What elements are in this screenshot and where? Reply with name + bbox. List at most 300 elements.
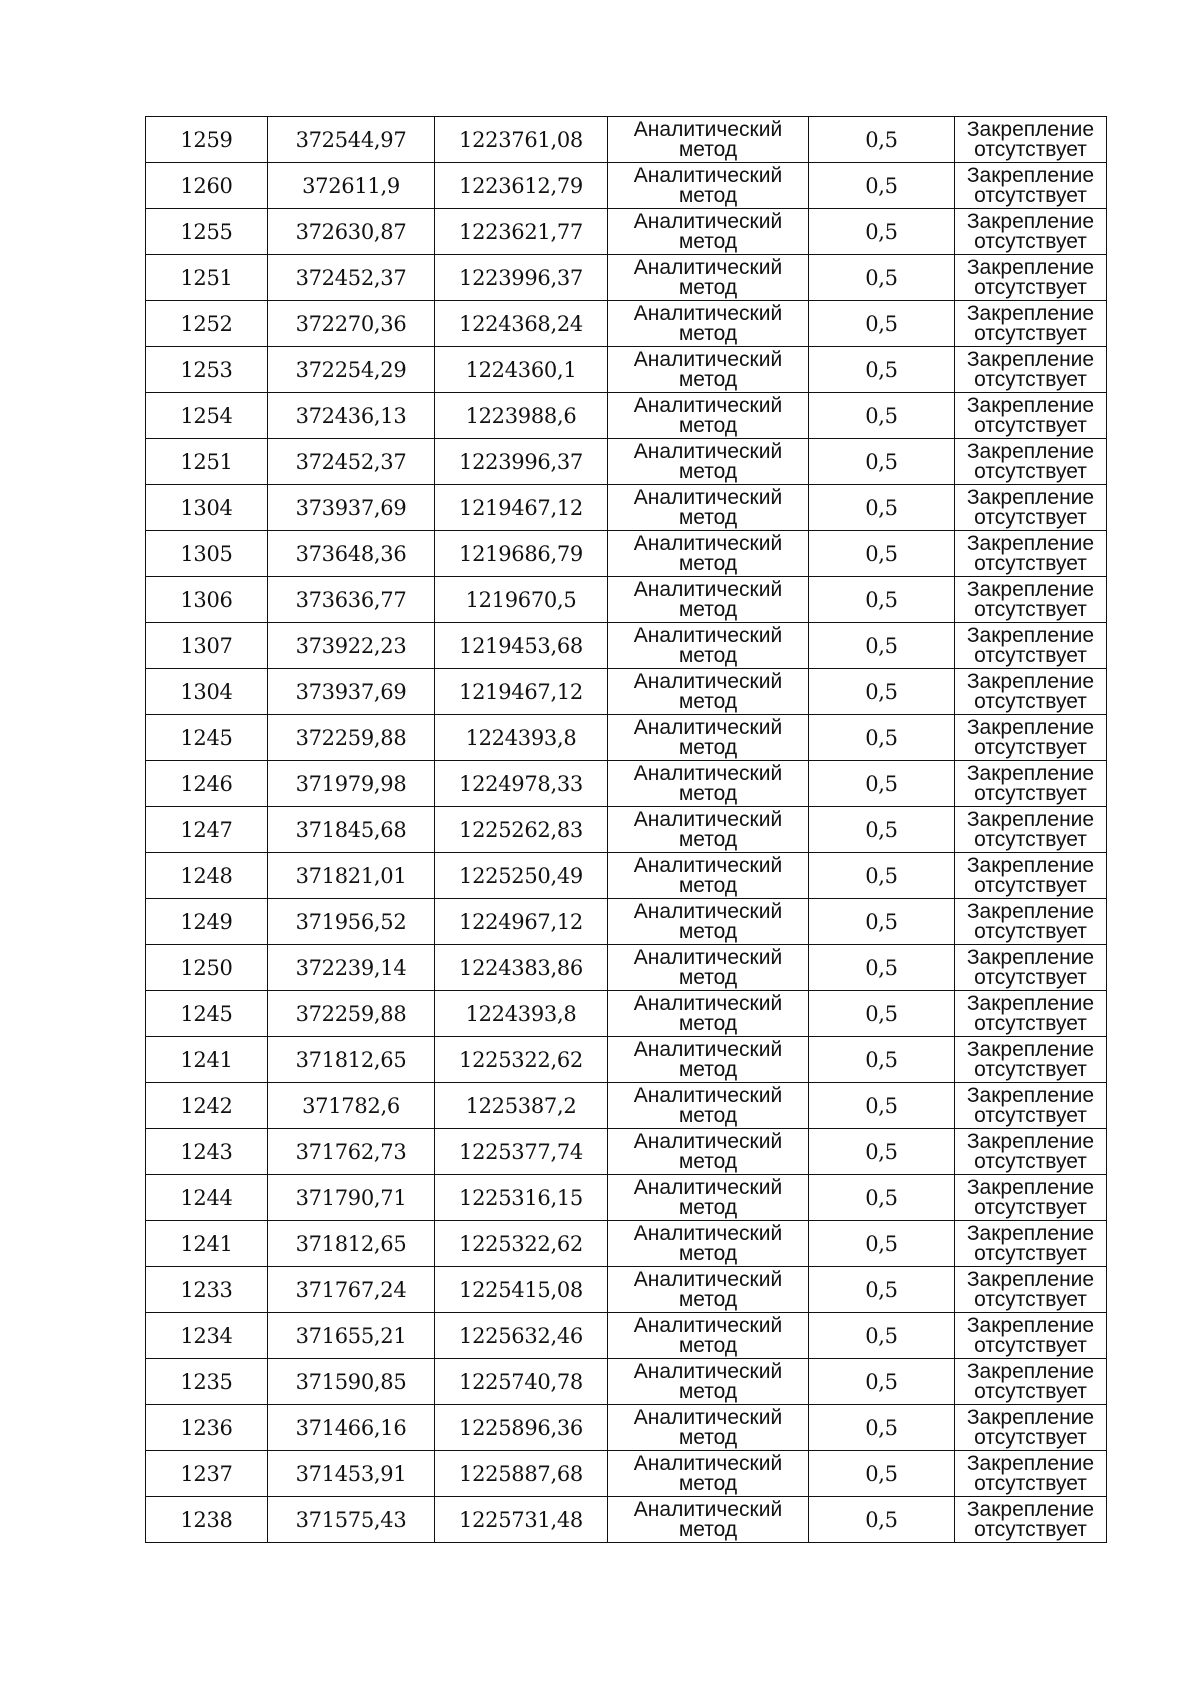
fixing-text-line-2: отсутствует (974, 920, 1087, 943)
point-number-cell: 1253 (146, 347, 268, 393)
fixing-text-line-2: отсутствует (974, 1380, 1087, 1403)
y-coordinate-cell: 1225731,48 (435, 1497, 608, 1543)
fixing-text-line-1: Закрепление (966, 1222, 1095, 1245)
fixing-text-line-2: отсутствует (974, 736, 1087, 759)
fixing-cell (955, 439, 1107, 485)
point-number-cell: 1259 (146, 117, 268, 163)
table-row (146, 807, 1107, 853)
method-text-line-2: метод (678, 1104, 738, 1127)
method-text-line-2: метод (678, 598, 738, 621)
accuracy-cell: 0,5 (809, 1497, 955, 1543)
point-number-cell: 1233 (146, 1267, 268, 1313)
fixing-cell (955, 531, 1107, 577)
method-text-line-1: Аналитический (633, 164, 783, 187)
method-text-line-2: метод (678, 920, 738, 943)
table-row (146, 439, 1107, 485)
x-coordinate-cell: 372259,88 (268, 991, 435, 1037)
x-coordinate-cell: 372239,14 (268, 945, 435, 991)
method-text-line-2: метод (678, 1058, 738, 1081)
table-row (146, 945, 1107, 991)
point-number-cell: 1244 (146, 1175, 268, 1221)
fixing-text-line-1: Закрепление (966, 578, 1095, 601)
x-coordinate-cell: 372254,29 (268, 347, 435, 393)
fixing-text-line-2: отсутствует (974, 414, 1087, 437)
fixing-text-line-2: отсутствует (974, 506, 1087, 529)
accuracy-cell: 0,5 (809, 577, 955, 623)
method-text-line-2: метод (678, 1150, 738, 1173)
method-text-line-2: метод (678, 1012, 738, 1035)
method-text-line-1: Аналитический (633, 1176, 783, 1199)
fixing-cell (955, 1267, 1107, 1313)
method-text-line-2: метод (678, 276, 738, 299)
fixing-text-line-2: отсутствует (974, 1288, 1087, 1311)
method-text-line-2: метод (678, 368, 738, 391)
fixing-text-line-2: отсутствует (974, 828, 1087, 851)
method-cell (608, 1451, 809, 1497)
fixing-cell (955, 1129, 1107, 1175)
accuracy-cell: 0,5 (809, 669, 955, 715)
table-row (146, 669, 1107, 715)
method-cell (608, 117, 809, 163)
accuracy-cell: 0,5 (809, 1129, 955, 1175)
point-number-cell: 1237 (146, 1451, 268, 1497)
accuracy-cell: 0,5 (809, 439, 955, 485)
x-coordinate-cell: 371845,68 (268, 807, 435, 853)
fixing-cell (955, 807, 1107, 853)
accuracy-cell: 0,5 (809, 1313, 955, 1359)
fixing-text-line-2: отсутствует (974, 368, 1087, 391)
fixing-text-line-1: Закрепление (966, 624, 1095, 647)
accuracy-cell: 0,5 (809, 899, 955, 945)
x-coordinate-cell: 372452,37 (268, 439, 435, 485)
table-row (146, 623, 1107, 669)
method-text-line-2: метод (678, 1472, 738, 1495)
method-text-line-1: Аналитический (633, 1406, 783, 1429)
fixing-cell (955, 1405, 1107, 1451)
fixing-text-line-2: отсутствует (974, 1150, 1087, 1173)
point-number-cell: 1250 (146, 945, 268, 991)
point-number-cell: 1245 (146, 991, 268, 1037)
method-cell (608, 1497, 809, 1543)
fixing-cell (955, 393, 1107, 439)
y-coordinate-cell: 1224368,24 (435, 301, 608, 347)
table-row (146, 347, 1107, 393)
point-number-cell: 1260 (146, 163, 268, 209)
table-row (146, 117, 1107, 163)
y-coordinate-cell: 1225887,68 (435, 1451, 608, 1497)
fixing-text-line-1: Закрепление (966, 1406, 1095, 1429)
fixing-cell (955, 163, 1107, 209)
point-number-cell: 1238 (146, 1497, 268, 1543)
y-coordinate-cell: 1224978,33 (435, 761, 608, 807)
method-text-line-1: Аналитический (633, 624, 783, 647)
fixing-cell (955, 991, 1107, 1037)
method-cell (608, 347, 809, 393)
fixing-text-line-1: Закрепление (966, 348, 1095, 371)
fixing-text-line-1: Закрепление (966, 1038, 1095, 1061)
accuracy-cell: 0,5 (809, 209, 955, 255)
table-row (146, 1129, 1107, 1175)
point-number-cell: 1254 (146, 393, 268, 439)
fixing-cell (955, 301, 1107, 347)
fixing-text-line-2: отсутствует (974, 966, 1087, 989)
point-number-cell: 1241 (146, 1221, 268, 1267)
method-text-line-1: Аналитический (633, 440, 783, 463)
method-cell (608, 439, 809, 485)
coordinates-table (145, 116, 1107, 1543)
fixing-text-line-1: Закрепление (966, 118, 1095, 141)
accuracy-cell: 0,5 (809, 117, 955, 163)
x-coordinate-cell: 372270,36 (268, 301, 435, 347)
x-coordinate-cell: 371821,01 (268, 853, 435, 899)
fixing-text-line-2: отсутствует (974, 1334, 1087, 1357)
method-cell (608, 1313, 809, 1359)
fixing-text-line-2: отсутствует (974, 138, 1087, 161)
y-coordinate-cell: 1225322,62 (435, 1221, 608, 1267)
fixing-text-line-1: Закрепление (966, 716, 1095, 739)
fixing-text-line-1: Закрепление (966, 394, 1095, 417)
method-text-line-1: Аналитический (633, 1268, 783, 1291)
method-text-line-1: Аналитический (633, 1360, 783, 1383)
table-row (146, 255, 1107, 301)
fixing-text-line-2: отсутствует (974, 230, 1087, 253)
accuracy-cell: 0,5 (809, 163, 955, 209)
table-row (146, 577, 1107, 623)
method-text-line-2: метод (678, 736, 738, 759)
method-text-line-1: Аналитический (633, 716, 783, 739)
accuracy-cell: 0,5 (809, 1267, 955, 1313)
method-text-line-2: метод (678, 1380, 738, 1403)
fixing-cell (955, 1175, 1107, 1221)
method-cell (608, 1267, 809, 1313)
method-text-line-1: Аналитический (633, 1130, 783, 1153)
fixing-text-line-1: Закрепление (966, 1452, 1095, 1475)
fixing-text-line-1: Закрепление (966, 440, 1095, 463)
x-coordinate-cell: 371767,24 (268, 1267, 435, 1313)
point-number-cell: 1236 (146, 1405, 268, 1451)
fixing-cell (955, 1221, 1107, 1267)
fixing-text-line-1: Закрепление (966, 900, 1095, 923)
method-cell (608, 1037, 809, 1083)
x-coordinate-cell: 371466,16 (268, 1405, 435, 1451)
method-text-line-2: метод (678, 690, 738, 713)
point-number-cell: 1255 (146, 209, 268, 255)
point-number-cell: 1307 (146, 623, 268, 669)
table-row (146, 1221, 1107, 1267)
y-coordinate-cell: 1223761,08 (435, 117, 608, 163)
accuracy-cell: 0,5 (809, 347, 955, 393)
y-coordinate-cell: 1219467,12 (435, 669, 608, 715)
table-row (146, 991, 1107, 1037)
method-cell (608, 1359, 809, 1405)
y-coordinate-cell: 1225740,78 (435, 1359, 608, 1405)
method-text-line-2: метод (678, 414, 738, 437)
fixing-cell (955, 117, 1107, 163)
x-coordinate-cell: 372452,37 (268, 255, 435, 301)
y-coordinate-cell: 1225415,08 (435, 1267, 608, 1313)
method-text-line-2: метод (678, 1288, 738, 1311)
method-cell (608, 1175, 809, 1221)
y-coordinate-cell: 1225632,46 (435, 1313, 608, 1359)
accuracy-cell: 0,5 (809, 485, 955, 531)
y-coordinate-cell: 1225322,62 (435, 1037, 608, 1083)
method-cell (608, 485, 809, 531)
fixing-text-line-2: отсутствует (974, 782, 1087, 805)
accuracy-cell: 0,5 (809, 1037, 955, 1083)
method-cell (608, 393, 809, 439)
point-number-cell: 1252 (146, 301, 268, 347)
y-coordinate-cell: 1219670,5 (435, 577, 608, 623)
fixing-text-line-2: отсутствует (974, 184, 1087, 207)
table-row (146, 899, 1107, 945)
y-coordinate-cell: 1223621,77 (435, 209, 608, 255)
fixing-cell (955, 761, 1107, 807)
method-cell (608, 945, 809, 991)
fixing-cell (955, 1497, 1107, 1543)
fixing-text-line-1: Закрепление (966, 302, 1095, 325)
x-coordinate-cell: 373937,69 (268, 669, 435, 715)
accuracy-cell: 0,5 (809, 1359, 955, 1405)
method-cell (608, 669, 809, 715)
y-coordinate-cell: 1225377,74 (435, 1129, 608, 1175)
method-cell (608, 1083, 809, 1129)
method-text-line-1: Аналитический (633, 1452, 783, 1475)
accuracy-cell: 0,5 (809, 255, 955, 301)
fixing-cell (955, 347, 1107, 393)
fixing-text-line-1: Закрепление (966, 992, 1095, 1015)
method-text-line-1: Аналитический (633, 1038, 783, 1061)
y-coordinate-cell: 1223996,37 (435, 439, 608, 485)
method-text-line-2: метод (678, 1242, 738, 1265)
method-text-line-2: метод (678, 874, 738, 897)
method-text-line-2: метод (678, 184, 738, 207)
method-text-line-1: Аналитический (633, 854, 783, 877)
fixing-text-line-1: Закрепление (966, 946, 1095, 969)
accuracy-cell: 0,5 (809, 623, 955, 669)
method-text-line-2: метод (678, 552, 738, 575)
y-coordinate-cell: 1225387,2 (435, 1083, 608, 1129)
x-coordinate-cell: 371812,65 (268, 1221, 435, 1267)
fixing-text-line-1: Закрепление (966, 808, 1095, 831)
fixing-text-line-2: отсутствует (974, 322, 1087, 345)
method-text-line-2: метод (678, 460, 738, 483)
fixing-cell (955, 1083, 1107, 1129)
fixing-text-line-1: Закрепление (966, 1130, 1095, 1153)
accuracy-cell: 0,5 (809, 715, 955, 761)
method-text-line-1: Аналитический (633, 1222, 783, 1245)
y-coordinate-cell: 1224393,8 (435, 991, 608, 1037)
x-coordinate-cell: 371762,73 (268, 1129, 435, 1175)
y-coordinate-cell: 1225262,83 (435, 807, 608, 853)
x-coordinate-cell: 371453,91 (268, 1451, 435, 1497)
table-row (146, 853, 1107, 899)
method-text-line-1: Аналитический (633, 1084, 783, 1107)
fixing-text-line-2: отсутствует (974, 1518, 1087, 1541)
fixing-text-line-1: Закрепление (966, 1176, 1095, 1199)
accuracy-cell: 0,5 (809, 531, 955, 577)
table-row (146, 715, 1107, 761)
point-number-cell: 1304 (146, 669, 268, 715)
point-number-cell: 1241 (146, 1037, 268, 1083)
point-number-cell: 1234 (146, 1313, 268, 1359)
method-text-line-1: Аналитический (633, 578, 783, 601)
fixing-text-line-2: отсутствует (974, 690, 1087, 713)
table-row (146, 531, 1107, 577)
method-text-line-2: метод (678, 966, 738, 989)
accuracy-cell: 0,5 (809, 393, 955, 439)
method-cell (608, 163, 809, 209)
fixing-cell (955, 669, 1107, 715)
x-coordinate-cell: 373922,23 (268, 623, 435, 669)
point-number-cell: 1242 (146, 1083, 268, 1129)
fixing-cell (955, 853, 1107, 899)
method-text-line-1: Аналитический (633, 348, 783, 371)
fixing-text-line-2: отсутствует (974, 874, 1087, 897)
method-cell (608, 577, 809, 623)
table-row (146, 1405, 1107, 1451)
method-cell (608, 1405, 809, 1451)
fixing-text-line-2: отсутствует (974, 276, 1087, 299)
x-coordinate-cell: 371575,43 (268, 1497, 435, 1543)
fixing-text-line-2: отсутствует (974, 1058, 1087, 1081)
method-cell (608, 1221, 809, 1267)
fixing-text-line-1: Закрепление (966, 854, 1095, 877)
y-coordinate-cell: 1224967,12 (435, 899, 608, 945)
method-cell (608, 209, 809, 255)
x-coordinate-cell: 373937,69 (268, 485, 435, 531)
method-cell (608, 1129, 809, 1175)
x-coordinate-cell: 372436,13 (268, 393, 435, 439)
accuracy-cell: 0,5 (809, 301, 955, 347)
x-coordinate-cell: 372544,97 (268, 117, 435, 163)
fixing-text-line-1: Закрепление (966, 1360, 1095, 1383)
method-text-line-2: метод (678, 1334, 738, 1357)
y-coordinate-cell: 1224393,8 (435, 715, 608, 761)
y-coordinate-cell: 1223988,6 (435, 393, 608, 439)
point-number-cell: 1304 (146, 485, 268, 531)
table-row (146, 1451, 1107, 1497)
x-coordinate-cell: 371590,85 (268, 1359, 435, 1405)
accuracy-cell: 0,5 (809, 991, 955, 1037)
x-coordinate-cell: 373636,77 (268, 577, 435, 623)
y-coordinate-cell: 1223612,79 (435, 163, 608, 209)
fixing-text-line-2: отсутствует (974, 552, 1087, 575)
method-text-line-1: Аналитический (633, 1498, 783, 1521)
accuracy-cell: 0,5 (809, 1083, 955, 1129)
table-row (146, 485, 1107, 531)
accuracy-cell: 0,5 (809, 1405, 955, 1451)
method-text-line-1: Аналитический (633, 256, 783, 279)
accuracy-cell: 0,5 (809, 761, 955, 807)
method-text-line-2: метод (678, 644, 738, 667)
fixing-text-line-1: Закрепление (966, 670, 1095, 693)
fixing-cell (955, 945, 1107, 991)
point-number-cell: 1247 (146, 807, 268, 853)
fixing-text-line-2: отсутствует (974, 1472, 1087, 1495)
method-text-line-1: Аналитический (633, 532, 783, 555)
fixing-text-line-2: отсутствует (974, 1012, 1087, 1035)
x-coordinate-cell: 373648,36 (268, 531, 435, 577)
accuracy-cell: 0,5 (809, 1175, 955, 1221)
y-coordinate-cell: 1224383,86 (435, 945, 608, 991)
fixing-cell (955, 255, 1107, 301)
point-number-cell: 1235 (146, 1359, 268, 1405)
fixing-text-line-1: Закрепление (966, 1268, 1095, 1291)
method-text-line-2: метод (678, 506, 738, 529)
method-text-line-2: метод (678, 322, 738, 345)
table-row (146, 163, 1107, 209)
method-cell (608, 991, 809, 1037)
x-coordinate-cell: 371790,71 (268, 1175, 435, 1221)
method-cell (608, 807, 809, 853)
method-text-line-2: метод (678, 1196, 738, 1219)
table-row (146, 761, 1107, 807)
method-text-line-1: Аналитический (633, 762, 783, 785)
point-number-cell: 1251 (146, 439, 268, 485)
x-coordinate-cell: 372259,88 (268, 715, 435, 761)
fixing-text-line-2: отсутствует (974, 460, 1087, 483)
fixing-text-line-1: Закрепление (966, 1084, 1095, 1107)
method-text-line-1: Аналитический (633, 670, 783, 693)
fixing-text-line-1: Закрепление (966, 210, 1095, 233)
method-cell (608, 715, 809, 761)
table-row (146, 1037, 1107, 1083)
fixing-cell (955, 899, 1107, 945)
x-coordinate-cell: 371812,65 (268, 1037, 435, 1083)
method-cell (608, 531, 809, 577)
accuracy-cell: 0,5 (809, 853, 955, 899)
fixing-cell (955, 715, 1107, 761)
method-text-line-2: метод (678, 782, 738, 805)
point-number-cell: 1246 (146, 761, 268, 807)
x-coordinate-cell: 371782,6 (268, 1083, 435, 1129)
method-text-line-1: Аналитический (633, 808, 783, 831)
x-coordinate-cell: 371956,52 (268, 899, 435, 945)
method-text-line-2: метод (678, 138, 738, 161)
accuracy-cell: 0,5 (809, 1221, 955, 1267)
fixing-cell (955, 1451, 1107, 1497)
table-row (146, 1359, 1107, 1405)
method-text-line-1: Аналитический (633, 1314, 783, 1337)
table-row (146, 393, 1107, 439)
fixing-text-line-1: Закрепление (966, 486, 1095, 509)
y-coordinate-cell: 1225250,49 (435, 853, 608, 899)
table-row (146, 1175, 1107, 1221)
table-row (146, 301, 1107, 347)
fixing-cell (955, 577, 1107, 623)
fixing-cell (955, 485, 1107, 531)
point-number-cell: 1251 (146, 255, 268, 301)
y-coordinate-cell: 1223996,37 (435, 255, 608, 301)
table-row (146, 1267, 1107, 1313)
x-coordinate-cell: 372630,87 (268, 209, 435, 255)
method-text-line-2: метод (678, 1426, 738, 1449)
y-coordinate-cell: 1219453,68 (435, 623, 608, 669)
point-number-cell: 1245 (146, 715, 268, 761)
method-text-line-1: Аналитический (633, 992, 783, 1015)
method-cell (608, 255, 809, 301)
method-text-line-1: Аналитический (633, 210, 783, 233)
x-coordinate-cell: 371655,21 (268, 1313, 435, 1359)
method-text-line-1: Аналитический (633, 118, 783, 141)
fixing-text-line-1: Закрепление (966, 1498, 1095, 1521)
method-cell (608, 301, 809, 347)
y-coordinate-cell: 1219686,79 (435, 531, 608, 577)
method-text-line-2: метод (678, 230, 738, 253)
method-cell (608, 623, 809, 669)
accuracy-cell: 0,5 (809, 807, 955, 853)
fixing-cell (955, 209, 1107, 255)
